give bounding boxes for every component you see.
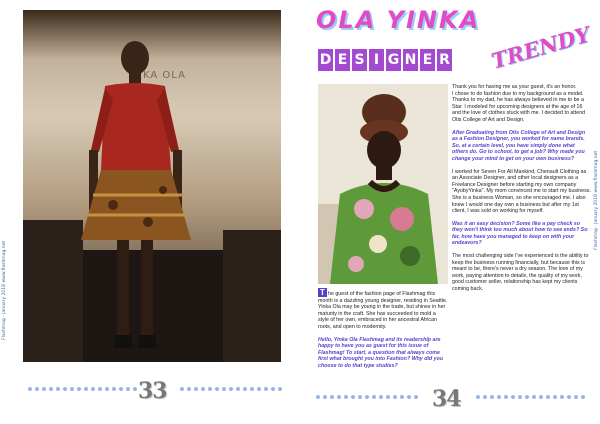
intro-paragraph [318,288,448,331]
right-page [304,0,600,424]
banner-letter: E [420,49,435,71]
banner-letter: S [352,49,367,71]
page-dots [316,395,418,399]
portrait-photo [318,84,448,284]
question-paragraph: After Graduating from Otis College of Art and Design as a Fashion Designer, you worked for name brands. So, at a certain level, you have simply done what others do. Go to school, to get a job? Why made you change your mind to get on your own business? [452,129,586,162]
model-figure [23,10,281,362]
banner-letter: R [437,49,452,71]
runway-photo [23,10,281,362]
answer-paragraph: The most challenging side I've experienced is the ability to keep the business running financially, but because this is meant to be, there's never a dry season. The love of my work, paying attention to details, the quality of my work, good customer seller, relationship has kept my clients coming back. [452,253,589,293]
question-paragraph: Hello, Yinka Ola Flashmag and its readership are happy to have you as guest for this issue of Flashmag! To start, a question that always come first what brought you into Fashion? Why did you choose to do that type studies? [318,336,444,369]
page-number: 33 [138,378,167,404]
page-number: 34 [432,386,461,412]
side-caption: Flashmag · January 2018 www.flashmag.net [2,240,7,340]
backdrop-text: KA OLA [143,70,186,81]
text-column-left [318,288,448,376]
portrait-figure [318,84,448,284]
trendy-tag: TRENDY [488,21,593,74]
banner-letter: N [403,49,418,71]
banner-letter: G [386,49,401,71]
page-dots [476,395,585,399]
side-caption: Flashmag · January 2018 www.flashmag.net [594,150,599,250]
answer-paragraph: Thank you for having me as your guest, it's an honor. I chose to do fashion due to my background as a model. Thanks to my dad, he has always believed in me to be a Star. I modeled for upcoming designers at the age of 16 and the love of clothes stuck with me. I decided to attend Otis College of Art and Design. [452,84,586,123]
banner-letter: I [369,49,384,71]
page-title: OLA YINKA [316,6,481,34]
page-dots [28,387,137,391]
page-dots [180,387,282,391]
designer-banner [318,49,452,71]
left-page [0,0,296,424]
drop-cap: T [318,288,327,297]
banner-letter: D [318,49,333,71]
question-paragraph: Was it an easy decision? Some like a pay check so they won't think too much about how to see ends? So far, how have you managed to keep on with your endeavors? [452,220,588,247]
banner-letter: E [335,49,350,71]
text-column-right [452,84,592,299]
intro-text: he guest of the fashion page of Flashmag this month is a dazzling young designer, residing in Seattle. Yinka Ola may be young in the trade, but shines in her maturity in the craft. She has succeeded to mold a style of her own, embraced in her ancestral African roots, and open to modernity. [318,291,448,330]
answer-paragraph: I worked for Seven For All Mankind, Chenault Clothing as an Associate Designer, and other local designers as a Freelance Designer before starting my own company "AyobyYinka". My mom convinced me to start my business. She is a business Woman, so she encouraged me. I also knew I would one day own a business but after my 1st client, I was sold on working for myself. [452,168,591,215]
